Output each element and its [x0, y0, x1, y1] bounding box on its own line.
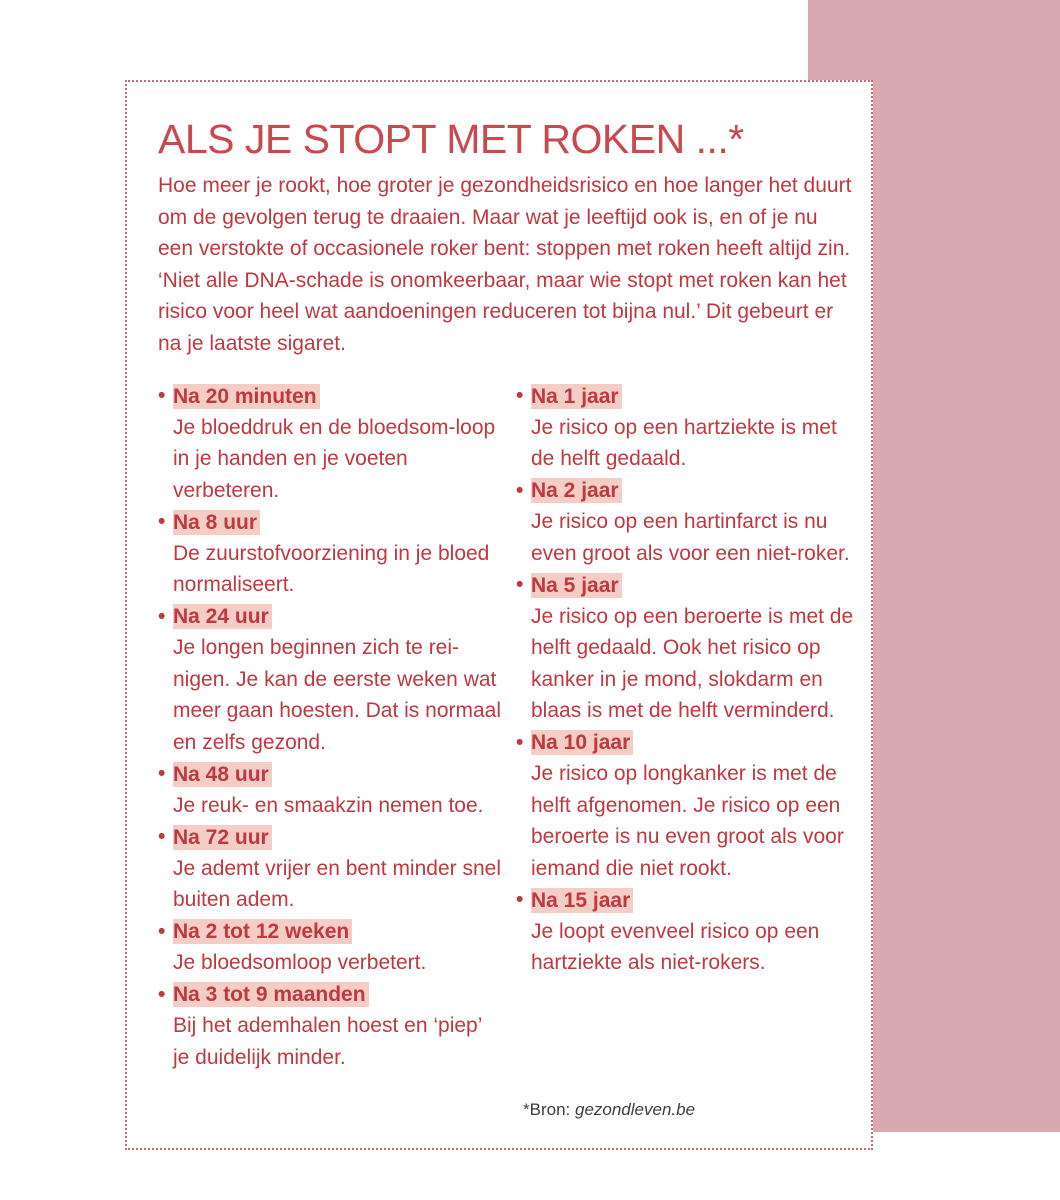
timeline-label: Na 2 tot 12 weken	[173, 919, 352, 944]
timeline-text: Je loopt evenveel risico op een hartziekte als niet-rokers.	[531, 919, 820, 974]
timeline-text: Je bloeddruk en de bloedsom-loop in je handen en je voeten verbeteren.	[173, 415, 496, 502]
timeline-left-column	[158, 380, 503, 1073]
bullet-icon: •	[158, 604, 166, 628]
bullet-icon: •	[158, 384, 166, 407]
timeline-entry	[158, 601, 503, 759]
timeline-label: Na 24 uur	[173, 604, 272, 629]
timeline-entry	[158, 979, 503, 1074]
source-note	[523, 1097, 695, 1123]
timeline-label: Na 20 minuten	[173, 384, 320, 409]
timeline-text: Bij het ademhalen hoest en ‘piep’ je duidelijk minder.	[173, 1014, 482, 1069]
timeline-entry	[516, 569, 856, 727]
timeline-entry	[158, 380, 503, 506]
bullet-icon: •	[516, 478, 524, 502]
timeline-text: Je risico op een beroerte is met de helft gedaald. Ook het risico op kanker in je mond, slokdarm en blaas is met de helft verminderd.	[531, 604, 854, 722]
timeline-text: Je ademt vrijer en bent minder snel buiten adem.	[173, 856, 501, 911]
timeline-text: Je longen beginnen zich te rei-nigen. Je kan de eerste weken wat meer gaan hoesten. Dat is normaal en zelfs gezond.	[173, 636, 502, 754]
bullet-icon: •	[158, 510, 166, 533]
timeline-text: Je risico op longkanker is met de helft afgenomen. Je risico op een beroerte is nu even groot als voor iemand die niet rookt.	[531, 762, 844, 880]
timeline-label: Na 1 jaar	[531, 384, 622, 409]
timeline-label: Na 10 jaar	[531, 730, 633, 755]
bullet-icon: •	[516, 384, 524, 407]
page-title: ALS JE STOPT MET ROKEN ...*	[158, 116, 744, 162]
timeline-label: Na 15 jaar	[531, 888, 633, 913]
source-site: gezondleven.be	[574, 1100, 696, 1119]
timeline-text: Je risico op een hartinfarct is nu even groot als voor een niet-roker.	[531, 510, 850, 565]
bullet-icon: •	[516, 573, 524, 596]
timeline-entry	[158, 758, 503, 821]
intro-paragraph: Hoe meer je rookt, hoe groter je gezondheidsrisico en hoe langer het duurt om de gevolgen terug te draaien. Maar wat je leeftijd ook is, en of je nu een verstokte of occasionele roker bent: stoppen met roken heeft altijd zin. ‘Niet alle DNA-schade is onomkeerbaar, maar wie stopt met roken kan het risico voor heel wat aandoeningen reduceren tot bijna nul.’ Dit gebeurt er na je laatste sigaret.	[158, 174, 852, 355]
timeline-label: Na 72 uur	[173, 825, 272, 850]
source-prefix: *Bron:	[523, 1100, 575, 1119]
bullet-icon: •	[158, 919, 166, 943]
timeline-entry	[516, 475, 856, 570]
timeline-text: Je reuk- en smaakzin nemen toe.	[173, 793, 484, 817]
timeline-entry	[516, 727, 856, 885]
timeline-text: Je bloedsomloop verbetert.	[173, 951, 427, 974]
timeline-entry	[516, 884, 856, 979]
bullet-icon: •	[516, 888, 524, 911]
timeline-entry	[158, 506, 503, 601]
bullet-icon: •	[158, 982, 166, 1006]
bullet-icon: •	[516, 730, 524, 754]
bullet-icon: •	[158, 762, 166, 785]
timeline-label: Na 5 jaar	[531, 573, 622, 598]
timeline-text: Je risico op een hartziekte is met de helft gedaald.	[531, 415, 837, 470]
timeline-label: Na 48 uur	[173, 762, 272, 787]
timeline-entry	[158, 821, 503, 916]
timeline-text: De zuurstofvoorziening in je bloed normaliseert.	[173, 541, 490, 596]
timeline-label: Na 8 uur	[173, 510, 260, 535]
timeline-entry	[516, 380, 856, 475]
bullet-icon: •	[158, 825, 166, 848]
timeline-label: Na 3 tot 9 maanden	[173, 982, 369, 1007]
timeline-entry	[158, 916, 503, 979]
timeline-label: Na 2 jaar	[531, 478, 622, 503]
timeline-right-column	[516, 380, 856, 979]
